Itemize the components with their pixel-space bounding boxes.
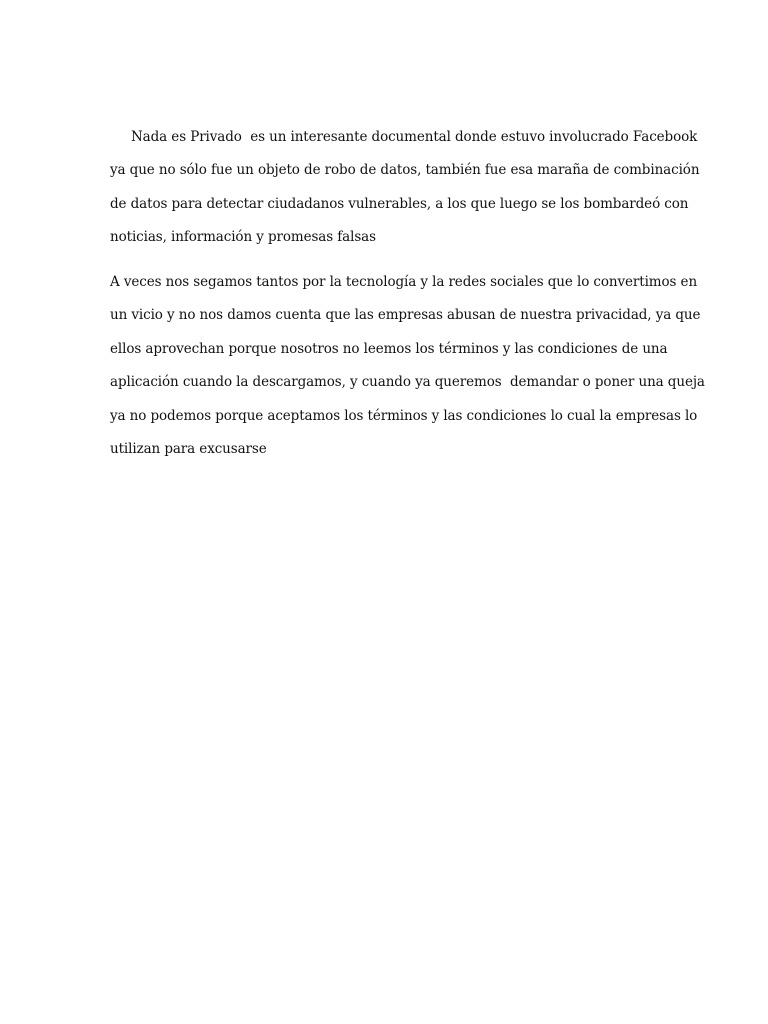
paragraph-1 xyxy=(110,121,700,255)
paragraph-line: A veces nos segamos tantos por la tecnología y la redes sociales que lo convertimos en xyxy=(110,274,698,290)
paragraph-line: ellos aprovechan porque nosotros no leemos los términos y las condiciones de una xyxy=(110,340,668,357)
paragraph-line: de datos para detectar ciudadanos vulnerables, a los que luego se los bombardeó con xyxy=(110,195,689,212)
paragraph-line: Nada es Privado es un interesante documental donde estuvo involucrado Facebook xyxy=(110,129,698,145)
paragraph-line: un vicio y no nos damos cuenta que las empresas abusan de nuestra privacidad, ya que xyxy=(110,307,701,324)
paragraph-line: utilizan para excusarse xyxy=(110,440,267,457)
paragraph-line: aplicación cuando la descargamos, y cuando ya queremos demandar o poner una queja xyxy=(110,374,705,391)
paragraph-line: noticias, información y promesas falsas xyxy=(110,229,376,246)
paragraph-line: ya que no sólo fue un objeto de robo de datos, también fue esa maraña de combinación xyxy=(110,162,700,179)
paragraph-2 xyxy=(110,266,705,466)
paragraph-line: ya no podemos porque aceptamos los términos y las condiciones lo cual la empresas lo xyxy=(110,407,698,424)
